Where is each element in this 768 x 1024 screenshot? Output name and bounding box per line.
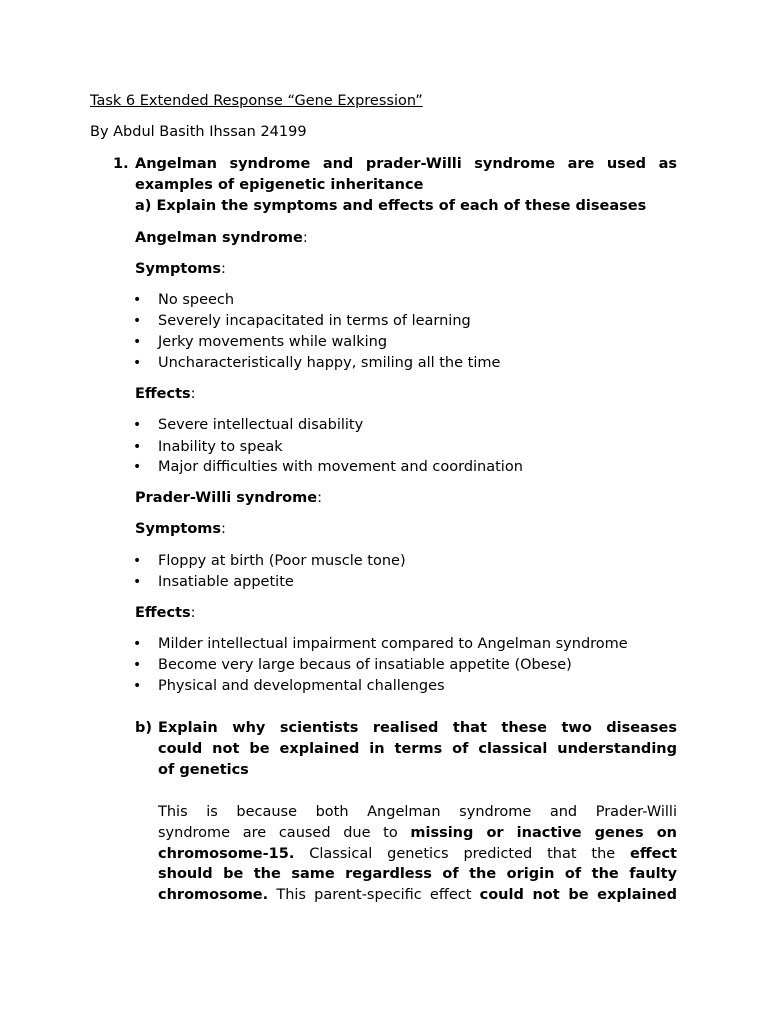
document-title: Task 6 Extended Response “Gene Expression”: [90, 93, 423, 109]
list-item: Severely incapacitated in terms of learning: [158, 313, 471, 329]
part-b-line-1: Explain why scientists realised that these two diseases: [158, 720, 677, 736]
bullet-icon: •: [133, 459, 142, 475]
list-item: Floppy at birth (Poor muscle tone): [158, 553, 406, 569]
bullet-icon: •: [133, 678, 142, 694]
list-item: Uncharacteristically happy, smiling all the time: [158, 355, 501, 371]
answer-line-2: syndrome are caused due to missing or inactive genes on: [158, 825, 677, 841]
list-item: Severe intellectual disability: [158, 417, 364, 433]
angelman-heading: Angelman syndrome:: [135, 230, 308, 246]
bullet-icon: •: [133, 355, 142, 371]
list-item: Jerky movements while walking: [158, 334, 388, 350]
bullet-icon: •: [133, 439, 142, 455]
list-item: No speech: [158, 292, 235, 308]
question-line-1: Angelman syndrome and prader-Willi syndrome are used as: [135, 156, 677, 172]
bullet-icon: •: [133, 636, 142, 652]
question-part-a: a) Explain the symptoms and effects of each of these diseases: [135, 198, 647, 214]
list-item: Physical and developmental challenges: [158, 678, 445, 694]
answer-line-1: This is because both Angelman syndrome and Prader-Willi: [158, 804, 677, 820]
angelman-effects-label: Effects:: [135, 386, 196, 402]
list-item: Milder intellectual impairment compared to Angelman syndrome: [158, 636, 628, 652]
bullet-icon: •: [133, 313, 142, 329]
prader-heading: Prader-Willi syndrome:: [135, 490, 322, 506]
prader-effects-label: Effects:: [135, 605, 196, 621]
question-number: 1.: [113, 156, 129, 172]
answer-line-3: chromosome-15. Classical genetics predicted that the effect: [158, 846, 677, 862]
bullet-icon: •: [133, 417, 142, 433]
bullet-icon: •: [133, 334, 142, 350]
answer-line-5: chromosome. This parent-specific effect could not be explained: [158, 887, 677, 903]
bullet-icon: •: [133, 553, 142, 569]
question-line-2: examples of epigenetic inheritance: [135, 177, 424, 193]
part-b-line-2: could not be explained in terms of classical understanding: [158, 741, 677, 757]
prader-symptoms-label: Symptoms:: [135, 521, 226, 537]
bullet-icon: •: [133, 574, 142, 590]
author-line: By Abdul Basith Ihssan 24199: [90, 124, 307, 140]
list-item: Inability to speak: [158, 439, 283, 455]
bullet-icon: •: [133, 292, 142, 308]
part-b-label: b): [135, 720, 153, 736]
list-item: Major difficulties with movement and coordination: [158, 459, 523, 475]
answer-line-4: should be the same regardless of the origin of the faulty: [158, 866, 677, 882]
list-item: Become very large becaus of insatiable appetite (Obese): [158, 657, 572, 673]
list-item: Insatiable appetite: [158, 574, 294, 590]
angelman-symptoms-label: Symptoms:: [135, 261, 226, 277]
bullet-icon: •: [133, 657, 142, 673]
part-b-line-3: of genetics: [158, 762, 249, 778]
